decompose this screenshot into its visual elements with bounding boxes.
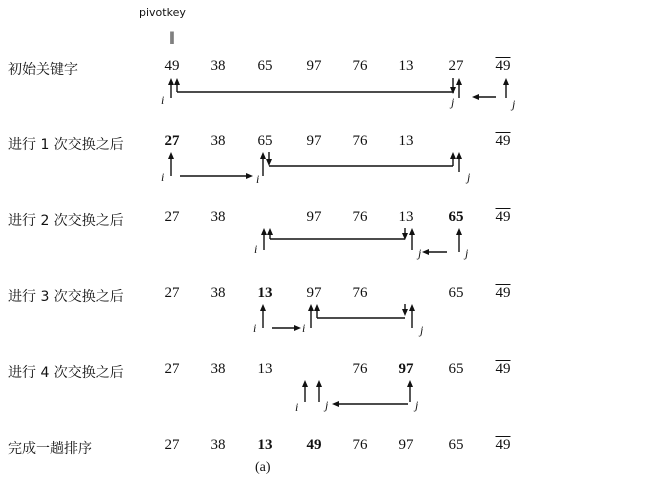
key-r4-c2: 13 xyxy=(257,361,273,377)
key-r5-c6: 65 xyxy=(448,437,464,453)
harrow-head-57 xyxy=(332,401,339,407)
key-r1-c1: 38 xyxy=(210,133,226,149)
arrow-head-18 xyxy=(260,152,266,159)
key-r0-c7: 49 xyxy=(495,58,511,74)
row-label-5: 完成一趟排序 xyxy=(8,441,92,457)
harrow-head-36 xyxy=(422,249,429,255)
key-r1-c3: 97 xyxy=(306,133,322,149)
pointer-j-r2-1: j xyxy=(418,246,422,260)
key-r1-c7: 49 xyxy=(495,133,511,149)
key-r2-c0: 27 xyxy=(164,209,180,225)
arrow-head-34 xyxy=(409,228,415,235)
arrow-head-14 xyxy=(168,152,174,159)
arrow-head-3 xyxy=(174,78,180,85)
arrow-head-8 xyxy=(456,78,462,85)
row-label-1: 进行 1 次交换之后 xyxy=(8,137,124,153)
harrow-head-16 xyxy=(246,173,253,179)
pivot-marker: ‖ xyxy=(169,30,175,44)
pointer-j-r4-2: j xyxy=(415,398,419,412)
pivot-label: pivotkey xyxy=(139,6,186,19)
key-r4-c5: 97 xyxy=(398,361,414,377)
pointer-i-r1-0: i xyxy=(161,170,165,184)
arrow-head-59 xyxy=(407,380,413,387)
key-r4-c0: 27 xyxy=(164,361,180,377)
harrow-head-10 xyxy=(472,94,479,100)
key-r3-c7: 49 xyxy=(495,285,511,301)
key-r5-c0: 27 xyxy=(164,437,180,453)
key-r0-c2: 65 xyxy=(257,58,273,74)
arrow-head-12 xyxy=(503,78,509,85)
key-r0-c0: 49 xyxy=(164,58,180,74)
arrow-head-44 xyxy=(308,304,314,311)
key-r0-c6: 27 xyxy=(448,58,464,74)
key-r1-c0: 27 xyxy=(164,133,180,149)
pointer-j-r4-1: j xyxy=(325,398,329,412)
pointer-i-r0-0: i xyxy=(161,93,165,107)
key-r5-c1: 38 xyxy=(210,437,226,453)
arrow-head-46 xyxy=(314,304,320,311)
row-label-0: 初始关键字 xyxy=(8,62,78,78)
arrow-head-23 xyxy=(450,152,456,159)
pointer-j-r0-1: j xyxy=(451,95,455,109)
arrow-head-1 xyxy=(168,78,174,85)
pointer-i-r3-0: i xyxy=(253,321,257,335)
key-r5-c5: 97 xyxy=(398,437,414,453)
key-r3-c6: 65 xyxy=(448,285,464,301)
key-r3-c4: 76 xyxy=(352,285,368,301)
arrow-head-51 xyxy=(409,304,415,311)
key-r3-c2: 13 xyxy=(257,285,273,301)
arrow-head-27 xyxy=(261,228,267,235)
arrow-head-55 xyxy=(316,380,322,387)
key-r0-c1: 38 xyxy=(210,58,226,74)
key-r4-c1: 38 xyxy=(210,361,226,377)
key-r2-c5: 13 xyxy=(398,209,414,225)
key-r5-c4: 76 xyxy=(352,437,368,453)
caption: (a) xyxy=(255,460,271,475)
key-r1-c2: 65 xyxy=(257,133,273,149)
key-r1-c4: 76 xyxy=(352,133,368,149)
arrow-head-25 xyxy=(456,152,462,159)
row-label-2: 进行 2 次交换之后 xyxy=(8,213,124,229)
key-r3-c0: 27 xyxy=(164,285,180,301)
key-r3-c1: 38 xyxy=(210,285,226,301)
key-r0-c4: 76 xyxy=(352,58,368,74)
key-r4-c4: 76 xyxy=(352,361,368,377)
key-r0-c5: 13 xyxy=(398,58,414,74)
arrow-head-38 xyxy=(456,228,462,235)
row-label-4: 进行 4 次交换之后 xyxy=(8,365,124,381)
pointer-i-r1-1: i xyxy=(256,172,260,186)
pointer-i-r3-1: i xyxy=(302,321,306,335)
arrow-head-29 xyxy=(267,228,273,235)
key-r5-c2: 13 xyxy=(257,437,273,453)
key-r4-c6: 65 xyxy=(448,361,464,377)
key-r4-c7: 49 xyxy=(495,361,511,377)
key-r5-c3: 49 xyxy=(306,437,322,453)
key-r5-c7: 49 xyxy=(495,437,511,453)
key-r3-c3: 97 xyxy=(306,285,322,301)
row-label-3: 进行 3 次交换之后 xyxy=(8,289,124,305)
key-r2-c4: 76 xyxy=(352,209,368,225)
arrow-head-6 xyxy=(450,87,456,94)
key-r0-c3: 97 xyxy=(306,58,322,74)
key-r2-c6: 65 xyxy=(448,209,464,225)
key-r2-c1: 38 xyxy=(210,209,226,225)
arrow-head-20 xyxy=(266,159,272,166)
pointer-j-r3-2: j xyxy=(420,323,424,337)
key-r1-c5: 13 xyxy=(398,133,414,149)
pointer-i-r4-0: i xyxy=(295,400,299,414)
key-r2-c3: 97 xyxy=(306,209,322,225)
arrow-head-53 xyxy=(302,380,308,387)
arrow-head-49 xyxy=(402,309,408,316)
pointer-j-r1-2: j xyxy=(467,170,471,184)
pointer-j-r2-2: j xyxy=(465,246,469,260)
pointer-i-r2-0: i xyxy=(254,242,258,256)
pointer-j-r0-2: j xyxy=(512,97,516,111)
key-r2-c7: 49 xyxy=(495,209,511,225)
harrow-head-42 xyxy=(294,325,301,331)
arrow-head-40 xyxy=(260,304,266,311)
